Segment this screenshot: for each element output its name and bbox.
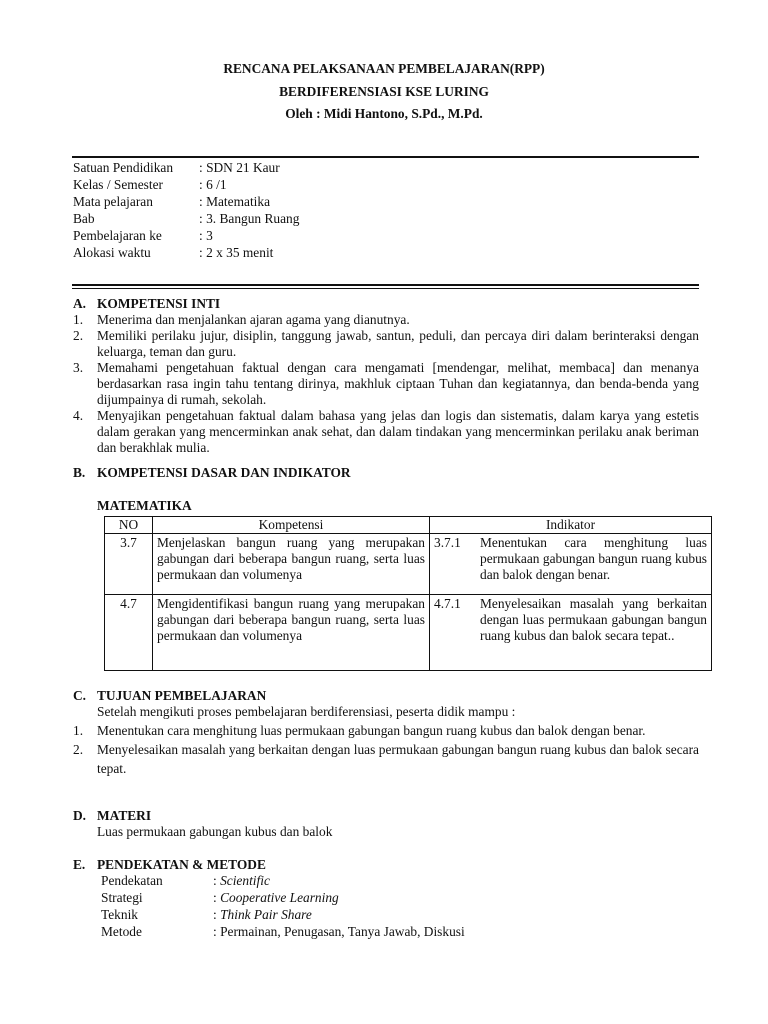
indikator-code: 3.7.1 — [434, 535, 461, 550]
list-number: 1. — [73, 723, 84, 738]
section-kompetensi-dasar — [73, 465, 699, 481]
method-label: Teknik — [101, 907, 138, 922]
column-header-kompetensi: Kompetensi — [153, 517, 430, 534]
section-materi — [73, 808, 699, 840]
section-letter: A. — [73, 296, 87, 311]
info-row — [73, 228, 299, 245]
list-text: Menyelesaikan masalah yang berkaitan dengan luas permukaan gabungan bangun ruang kubus dan balok secara tepat. — [97, 742, 699, 776]
method-colon: : — [213, 924, 221, 939]
info-row — [73, 177, 299, 194]
info-row — [73, 211, 299, 228]
section-title: KOMPETENSI INTI — [97, 296, 221, 311]
method-row — [101, 890, 699, 907]
info-label: Pembelajaran ke — [73, 228, 162, 243]
table-header-row — [105, 517, 712, 534]
indikator-text: Menyelesaikan masalah yang berkaitan dengan luas permukaan gabungan bangun ruang kubus dan balok secara tepat.. — [480, 596, 707, 643]
cell-indikator — [430, 595, 712, 671]
indikator-text: Menentukan cara menghitung luas permukaan gabungan bangun ruang kubus dan balok dengan benar. — [480, 535, 707, 582]
list-text: Memahami pengetahuan faktual dengan cara mengamati [mendengar, melihat, membaca] dan menanya berdasarkan rasa ingin tahu tentang dirinya, makhluk ciptaan Tuhan dan kegiatannya, dan benda-benda yang dijumpainya di rumah, sekolah. — [97, 360, 699, 407]
list-number: 3. — [73, 360, 84, 375]
info-row — [73, 160, 299, 177]
info-divider-thin — [72, 288, 699, 289]
method-value: Think Pair Share — [220, 907, 312, 922]
info-label: Mata pelajaran — [73, 194, 153, 209]
section-heading — [73, 688, 699, 704]
section-heading — [73, 857, 699, 873]
cell-no: 3.7 — [105, 534, 153, 595]
doc-author: Oleh : Midi Hantono, S.Pd., M.Pd. — [285, 106, 483, 121]
list-text: Menentukan cara menghitung luas permukaan gabungan bangun ruang kubus dan balok dengan benar. — [97, 723, 646, 738]
materi-text: Luas permukaan gabungan kubus dan balok — [97, 824, 333, 839]
info-row — [73, 194, 299, 211]
section-letter: B. — [73, 465, 86, 480]
method-label: Strategi — [101, 890, 143, 905]
section-heading — [73, 808, 699, 824]
section-heading — [73, 296, 699, 312]
list-number: 2. — [73, 328, 84, 343]
method-colon: : — [213, 890, 221, 905]
doc-title: RENCANA PELAKSANAAN PEMBELAJARAN(RPP) — [223, 61, 545, 76]
info-divider — [72, 284, 699, 286]
method-value: Scientific — [220, 873, 270, 888]
list-text: Menyajikan pengetahuan faktual dalam bahasa yang jelas dan logis dan sistematis, dalam karya yang estetis dalam gerakan yang mencerminkan anak sehat, dan dalam tindakan yang mencerminkan perilaku anak beriman dan berakhlak mulia. — [97, 408, 699, 455]
list-text: Menerima dan menjalankan ajaran agama yang dianutnya. — [97, 312, 410, 327]
table-row — [105, 595, 712, 671]
method-value: Permainan, Penugasan, Tanya Jawab, Diskusi — [220, 924, 465, 939]
subject-heading-block — [97, 498, 723, 514]
header-divider — [72, 156, 699, 158]
info-row — [73, 245, 299, 262]
method-row — [101, 924, 699, 941]
list-item — [73, 328, 699, 360]
info-value: : Matematika — [199, 194, 271, 209]
column-header-no: NO — [105, 517, 153, 534]
indikator-code: 4.7.1 — [434, 596, 461, 611]
list-item — [73, 360, 699, 408]
section-title: MATERI — [97, 808, 152, 823]
info-label: Bab — [73, 211, 95, 226]
identity-block — [73, 160, 299, 262]
cell-kompetensi: Mengidentifikasi bangun ruang yang merupakan gabungan dari beberapa bangun ruang, serta luas permukaan dan volumenya — [153, 595, 430, 671]
section-heading — [73, 465, 699, 481]
list-number: 4. — [73, 408, 84, 423]
tujuan-intro: Setelah mengikuti proses pembelajaran berdiferensiasi, peserta didik mampu : — [97, 704, 516, 719]
doc-subtitle: BERDIFERENSIASI KSE LURING — [279, 84, 489, 99]
pendekatan-table — [73, 873, 699, 941]
cell-indikator — [430, 534, 712, 595]
method-row — [101, 873, 699, 890]
section-letter: C. — [73, 688, 87, 703]
section-tujuan — [73, 688, 699, 778]
list-item — [73, 408, 699, 456]
list-item — [73, 312, 699, 328]
list-item — [73, 740, 699, 778]
table-row — [105, 534, 712, 595]
info-label: Kelas / Semester — [73, 177, 163, 192]
method-label: Metode — [101, 924, 142, 939]
section-letter: D. — [73, 808, 87, 823]
info-value: : 3. Bangun Ruang — [199, 211, 300, 226]
cell-no: 4.7 — [105, 595, 153, 671]
info-value: : 2 x 35 menit — [199, 245, 274, 260]
info-value: : 3 — [199, 228, 213, 243]
section-pendekatan — [73, 857, 699, 941]
info-label: Satuan Pendidikan — [73, 160, 174, 175]
section-kompetensi-inti — [73, 296, 699, 456]
info-value: : 6 /1 — [199, 177, 227, 192]
method-label: Pendekatan — [101, 873, 163, 888]
list-number: 1. — [73, 312, 84, 327]
list-item — [73, 721, 699, 740]
subject-heading: MATEMATIKA — [97, 498, 192, 513]
method-colon: : — [213, 873, 221, 888]
method-row — [101, 907, 699, 924]
ki-list — [73, 312, 699, 456]
kd-indikator-table — [104, 516, 712, 671]
column-header-indikator: Indikator — [430, 517, 712, 534]
info-value: : SDN 21 Kaur — [199, 160, 280, 175]
info-label: Alokasi waktu — [73, 245, 151, 260]
list-text: Memiliki perilaku jujur, disiplin, tanggung jawab, santun, peduli, dan percaya diri dalam berinteraksi dengan keluarga, teman dan guru. — [97, 328, 699, 359]
list-number: 2. — [73, 742, 84, 757]
section-title: KOMPETENSI DASAR DAN INDIKATOR — [97, 465, 351, 480]
method-colon: : — [213, 907, 221, 922]
section-title: PENDEKATAN & METODE — [97, 857, 266, 872]
method-value: Cooperative Learning — [220, 890, 339, 905]
section-title: TUJUAN PEMBELAJARAN — [97, 688, 267, 703]
section-letter: E. — [73, 857, 86, 872]
cell-kompetensi: Menjelaskan bangun ruang yang merupakan gabungan dari beberapa bangun ruang, serta luas permukaan dan volumenya — [153, 534, 430, 595]
